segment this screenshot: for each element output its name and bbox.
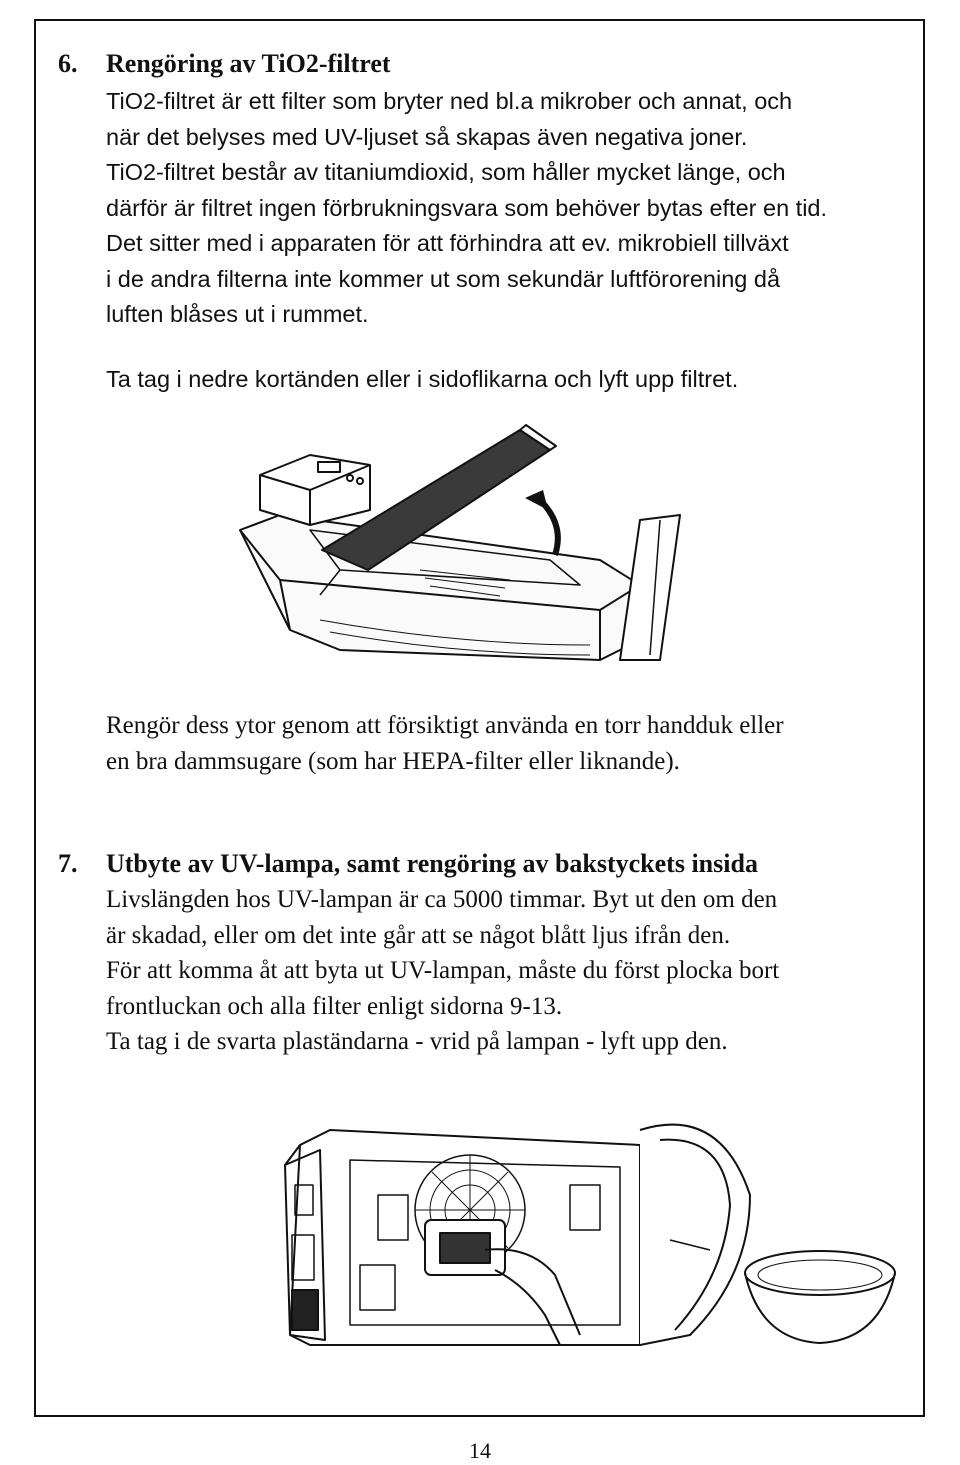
uv-lamp-illustration bbox=[270, 1075, 910, 1375]
body-line: Ta tag i de svarta plaständarna - vrid på lampan - lyft upp den. bbox=[106, 1028, 728, 1055]
intro-line: Det sitter med i apparaten för att förhindra att ev. mikrobiell tillväxt bbox=[106, 230, 789, 256]
intro-line: därför är filtret ingen förbrukningsvara som behöver bytas efter en tid. bbox=[106, 194, 828, 221]
section-6-intro bbox=[106, 84, 896, 333]
page-number: 14 bbox=[469, 1438, 491, 1463]
section-7-body bbox=[106, 882, 896, 1060]
section-6-number: 6. bbox=[58, 49, 78, 78]
section-6-cleaning bbox=[106, 708, 896, 779]
intro-line: TiO2-filtret är ett filter som bryter ned bl.a mikrober och annat, och bbox=[106, 88, 793, 114]
body-line: För att komma åt att byta ut UV-lampan, måste du först plocka bort bbox=[106, 957, 780, 984]
intro-line: luften blåses ut i rummet. bbox=[106, 301, 369, 327]
body-line: frontluckan och alla filter enligt sidorna 9-13. bbox=[106, 992, 563, 1020]
section-7-title: Utbyte av UV-lampa, samt rengöring av bakstyckets insida bbox=[106, 849, 758, 878]
section-6-title: Rengöring av TiO2-filtret bbox=[106, 49, 391, 78]
intro-line: när det belyses med UV-ljuset så skapas även negativa joner. bbox=[106, 123, 748, 150]
section-6-instruction bbox=[106, 362, 896, 398]
cleaning-line: en bra dammsugare (som har HEPA-filter eller liknande). bbox=[106, 747, 680, 775]
cleaning-line: Rengör dess ytor genom att försiktigt använda en torr handduk eller bbox=[106, 712, 784, 739]
tio2-filter-illustration bbox=[220, 410, 700, 680]
intro-line: TiO2-filtret består av titaniumdioxid, som håller mycket länge, och bbox=[106, 159, 786, 185]
intro-line: i de andra filterna inte kommer ut som sekundär luftförorening då bbox=[106, 265, 781, 292]
section-7-number: 7. bbox=[58, 849, 78, 878]
body-line: Livslängden hos UV-lampan är ca 5000 timmar. Byt ut den om den bbox=[106, 886, 778, 913]
instruction-line: Ta tag i nedre kortänden eller i sidoflikarna och lyft upp filtret. bbox=[106, 366, 739, 392]
body-line: är skadad, eller om det inte går att se något blått ljus ifrån den. bbox=[106, 921, 731, 949]
